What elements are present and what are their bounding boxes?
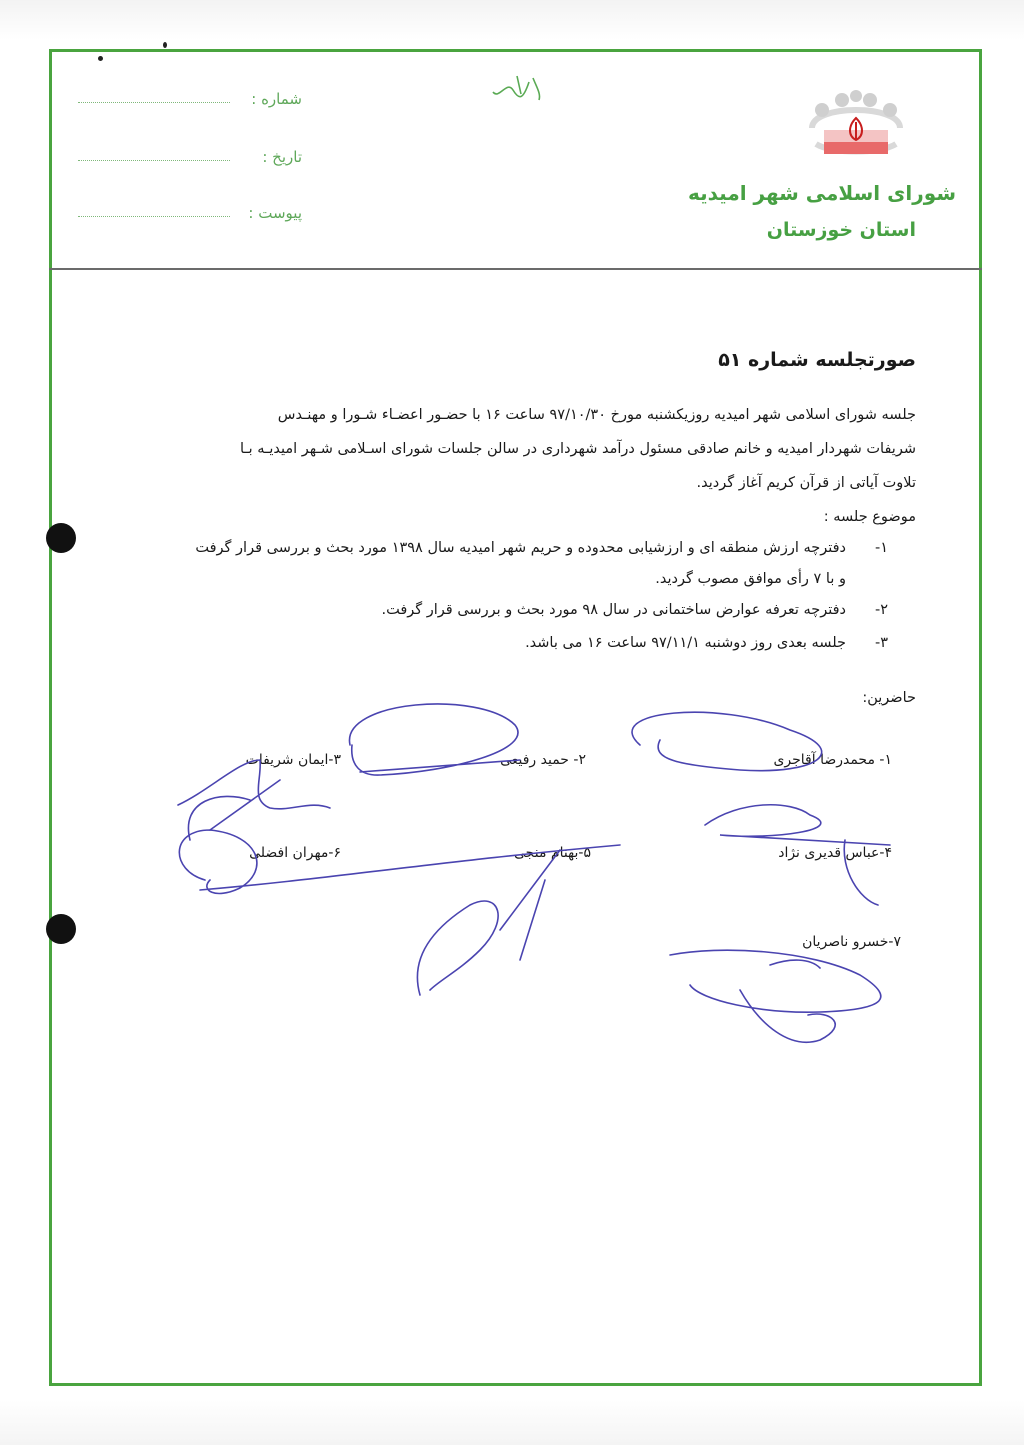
organization-name: شورای اسلامی شهر امیدیه	[687, 181, 956, 205]
punch-hole-bottom	[46, 914, 76, 944]
document-frame	[49, 49, 982, 1386]
item-1-line-1: دفترچه ارزش منطقه ای و ارزشیابی محدوده و حریم شهر امیدیه سال ۱۳۹۸ مورد بحث و بررسی قرار گرفت	[195, 540, 846, 556]
attachment-label: پیوست :	[248, 204, 302, 222]
item-3-number: ۳-	[874, 635, 888, 651]
date-field	[78, 148, 302, 176]
intro-line-3: تلاوت آیاتی از قرآن کریم آغاز گردید.	[696, 475, 916, 491]
besmellah-calligraphy	[487, 72, 547, 106]
attendee-2: ۲- حمید رفیعی	[500, 752, 586, 768]
item-1-line-2: و با ۷ رأی موافق مصوب گردید.	[655, 571, 846, 587]
scan-speck	[98, 56, 103, 61]
intro-line-2: شریفات شهردار امیدیه و خانم صادقی مسئول درآمد شهرداری در سالن جلسات شورای اسـلامی شـهر امیدیـه بـا	[240, 441, 916, 457]
number-dotted-line	[78, 102, 230, 103]
date-dotted-line	[78, 160, 230, 161]
attachment-dotted-line	[78, 216, 230, 217]
attendee-3: ۳-ایمان شریفات	[245, 752, 341, 768]
item-2-number: ۲-	[874, 602, 888, 618]
date-label: تاریخ :	[262, 148, 302, 166]
number-field	[78, 90, 302, 118]
iran-emblem-icon	[802, 88, 910, 164]
item-1-number: ۱-	[874, 540, 888, 556]
item-3-line-1: جلسه بعدی روز دوشنبه ۹۷/۱۱/۱ ساعت ۱۶ می باشد.	[525, 635, 846, 651]
attendee-5: ۵-بهنام منجی	[514, 845, 591, 861]
attendee-4: ۴-عباس قدیری نژاد	[778, 845, 892, 861]
attendee-6: ۶-مهران افضلی	[249, 845, 341, 861]
attendees-heading: حاضرین:	[862, 690, 916, 706]
attachment-field	[78, 204, 302, 232]
attendee-1: ۱- محمدرضا آقاجری	[773, 752, 892, 768]
item-2-line-1: دفترچه تعرفه عوارض ساختمانی در سال ۹۸ مورد بحث و بررسی قرار گرفت.	[381, 602, 846, 618]
scan-speck	[163, 42, 167, 48]
document-title: صورتجلسه شماره ۵۱	[718, 349, 916, 371]
header-divider	[49, 268, 982, 270]
number-label: شماره :	[251, 90, 302, 108]
punch-hole-top	[46, 523, 76, 553]
attendee-7: ۷-خسرو ناصریان	[802, 934, 901, 950]
subject-heading: موضوع جلسه :	[823, 509, 916, 525]
province-name: استان خوزستان	[766, 219, 916, 241]
intro-line-1: جلسه شورای اسلامی شهر امیدیه روزیکشنبه مورخ ۹۷/۱۰/۳۰ ساعت ۱۶ با حضـور اعضـاء شـورا و مهنـدس	[277, 407, 916, 423]
